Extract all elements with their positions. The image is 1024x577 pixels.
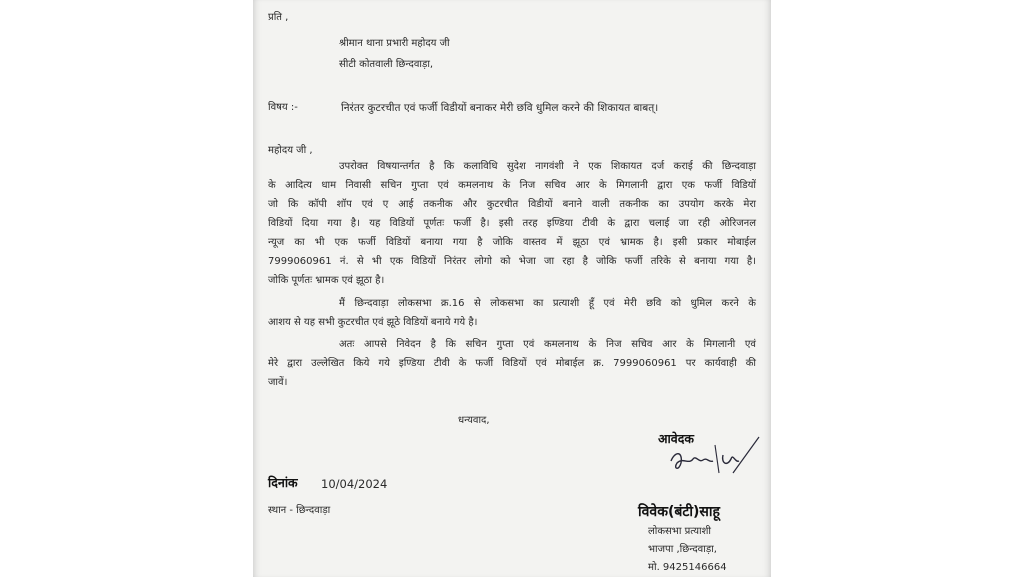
subject-text: निरंतर कुटरचीत एवं फर्जी विडीयों बनाकर मेरी छवि धुमिल करने की शिकायत बाबत्। [341, 102, 659, 114]
place-line: स्थान - छिन्दवाड़ा [268, 505, 331, 516]
para1-line: जो कि कॉपी शॉप एवं ए आई तकनीक और कुटरचीत विडीयों बनाने वाली तकनीक का उपयोग करके मेरा [268, 199, 756, 210]
thanks: धन्यवाद, [458, 415, 490, 426]
para1-line: जोकि पूर्णतः भ्रामक एवं झूठा है। [268, 275, 385, 286]
salutation: महोदय जी , [268, 145, 313, 156]
para1-line: के आदित्य धाम निवासी सचिन गुप्ता एवं कमलनाथ के निज सचिव आर के मिगलानी द्वारा एक फर्जी विडियों [268, 180, 756, 191]
recipient-line-2: सीटी कोतवाली छिन्दवाड़ा, [339, 59, 434, 70]
recipient-line-1: श्रीमान थाना प्रभारी महोदय जी [339, 38, 450, 49]
para1-line: 7999060961 नं. से भी एक विडियों निरंतर लोगो को भेजा जा रहा है जोकि फर्जी तरिके से बनाया गया है। [268, 256, 756, 267]
applicant-label: आवेदक [658, 431, 694, 446]
para3-line: मेरे द्वारा उल्लेखित किये गये इण्डिया टीवी के फर्जी विडियों एवं मोबाईल क्र. 7999060961 पर कार्यवाही की [268, 358, 756, 369]
sender-name: विवेक(बंटी)साहू [638, 504, 720, 520]
para3-line: अतः आपसे निवेदन है कि सचिन गुप्ता एवं कमलनाथ के निज सचिव आर के मिगलानी एवं [339, 339, 756, 350]
para1-line: न्यूज का भी एक फर्जी विडियों बनाया गया है जोकि वास्तव में झूठा एवं भ्रामक है। इसी प्रकार मोबाईल [268, 237, 756, 248]
date-label: दिनांक [268, 475, 298, 490]
para2-line: मैं छिन्दवाड़ा लोकसभा क्र.16 से लोकसभा का प्रत्याशी हूँ एवं मेरी छवि को धुमिल करने के [339, 298, 756, 309]
para3-line: जावें। [268, 377, 288, 388]
letter-page [253, 0, 771, 577]
sender-mobile: मो. 9425146664 [648, 562, 727, 573]
date-value: 10/04/2024 [321, 477, 388, 491]
to-prefix: प्रति , [268, 12, 289, 23]
sender-designation: लोकसभा प्रत्याशी [648, 526, 711, 537]
subject-label: विषय :- [268, 102, 298, 113]
signature-icon [663, 433, 763, 483]
para1-line: विडियों दिया गया है। यह विडियों पूर्णतः फर्जी है। इसी तरह इण्डिया टीवी के द्वारा चलाई जा रही ओरिजनल [268, 218, 756, 229]
para1-line: उपरोक्त विषयान्तर्गत है कि कलाविधि सुदेश नागवंशी ने एक शिकायत दर्ज कराई की छिन्दवाड़ा [339, 161, 756, 172]
sender-party: भाजपा ,छिन्दवाड़ा, [648, 544, 717, 555]
para2-line: आशय से यह सभी कुटरचीत एवं झूठे विडियों बनाये गये है। [268, 317, 478, 328]
